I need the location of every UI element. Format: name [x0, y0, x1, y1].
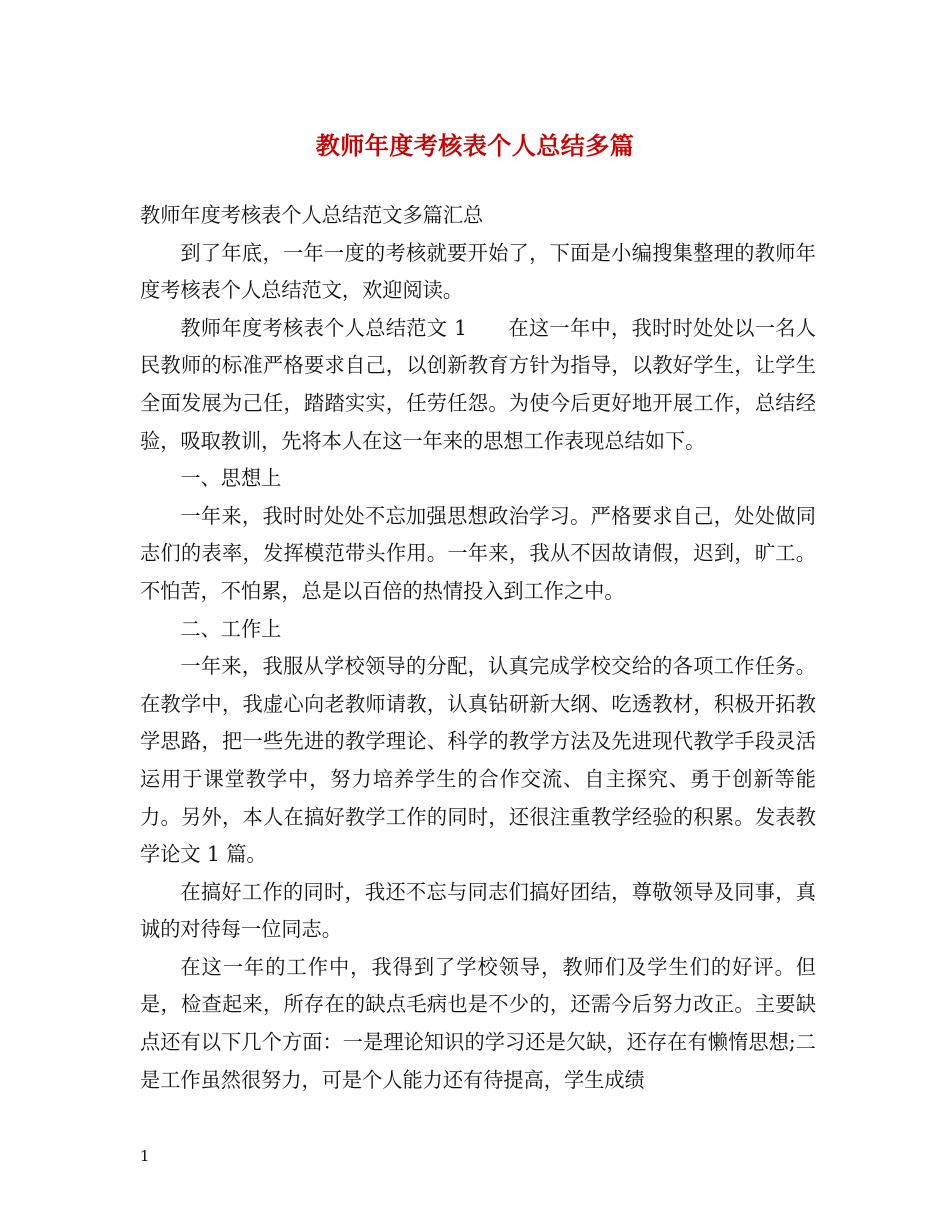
page-number: 1: [140, 1147, 150, 1165]
paragraph-intro: 到了年底，一年一度的考核就要开始了，下面是小编搜集整理的教师年度考核表个人总结范文，欢迎阅读。: [140, 240, 816, 303]
paragraph-work: 一年来，我服从学校领导的分配，认真完成学校交给的各项工作任务。在教学中，我虚心向老教师请教，认真钻研新大纲、吃透教材，积极开拓教学思路，把一些先进的教学理论、科学的教学方法及先进现代教学手段灵活运用于课堂教学中，努力培养学生的合作交流、自主探究、勇于创新等能力。另外，本人在搞好教学工作的同时，还很注重教学经验的积累。发表教学论文 1 篇。: [140, 654, 816, 867]
paragraph-thought: 一年来，我时时处处不忘加强思想政治学习。严格要求自己，处处做同志们的表率，发挥模范带头作用。一年来，我从不因故请假，迟到，旷工。不怕苦，不怕累，总是以百倍的热情投入到工作之中。: [140, 503, 816, 603]
document-subtitle: 教师年度考核表个人总结范文多篇汇总: [140, 203, 484, 227]
document-body: [140, 197, 816, 1099]
document-title: 教师年度考核表个人总结多篇: [315, 131, 635, 160]
paragraph-sample-1: 教师年度考核表个人总结范文 1 在这一年中，我时时处处以一名人民教师的标准严格要求自己，以创新教育方针为指导，以教好学生，让学生全面发展为己任，踏踏实实，任劳任怨。为使今后更好地开展工作，总结经验，吸取教训，先将本人在这一年来的思想工作表现总结如下。: [140, 315, 816, 453]
section-heading-work: 二、工作上: [180, 616, 282, 641]
paragraph-unity: 在搞好工作的同时，我还不忘与同志们搞好团结，尊敬领导及同事，真诚的对待每一位同志。: [140, 879, 816, 942]
section-heading-thought: 一、思想上: [180, 466, 282, 491]
paragraph-review: 在这一年的工作中，我得到了学校领导，教师们及学生们的好评。但是，检查起来，所存在的缺点毛病也是不少的，还需今后努力改正。主要缺点还有以下几个方面：一是理论知识的学习还是欠缺，还存在有懒惰思想;二是工作虽然很努力，可是个人能力还有待提高，学生成绩: [140, 954, 816, 1092]
